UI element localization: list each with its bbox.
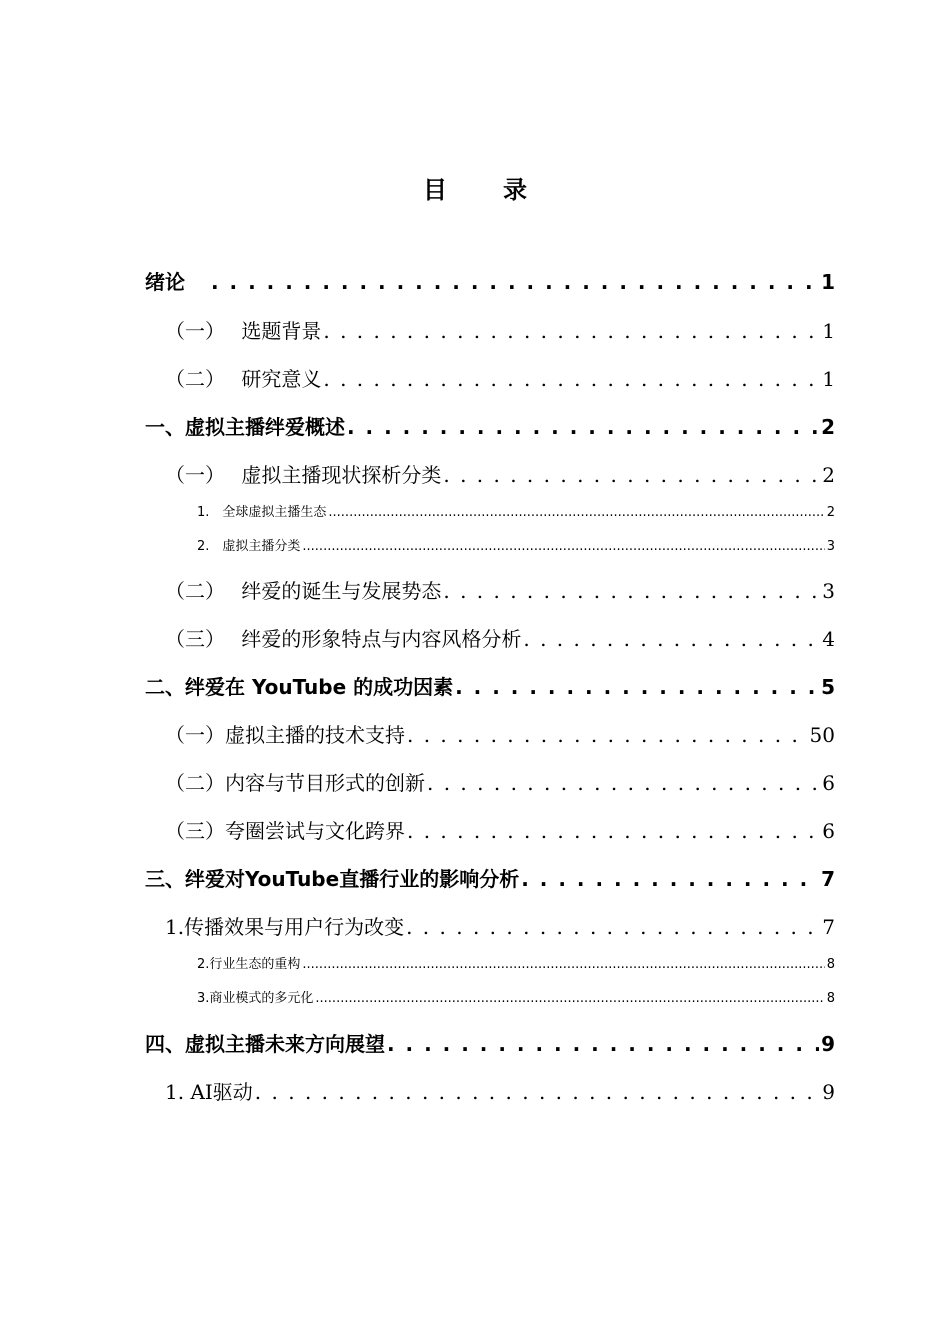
toc-leader xyxy=(323,319,820,343)
toc-entry-label: （三） 绊爱的形象特点与内容风格分析 xyxy=(165,627,522,651)
toc-entry[interactable] xyxy=(165,623,835,652)
toc-page-number: 1 xyxy=(821,270,835,294)
toc-entry[interactable] xyxy=(165,459,835,488)
toc-entry-label: （一） 虚拟主播现状探析分类 xyxy=(165,463,442,487)
toc-leader xyxy=(255,1080,820,1104)
toc-leader xyxy=(323,367,820,391)
toc-entry-label: 三、绊爱对YouTube直播行业的影响分析 xyxy=(145,867,520,891)
toc-entry-label: 1. 全球虚拟主播生态 xyxy=(197,505,327,520)
toc-page-number: 7 xyxy=(822,915,835,939)
toc-entry[interactable] xyxy=(145,863,835,892)
toc-entry-label: 3.商业模式的多元化 xyxy=(197,991,314,1006)
toc-leader xyxy=(407,723,808,747)
toc-page-number: 9 xyxy=(822,1080,835,1104)
toc-leader xyxy=(443,579,820,603)
toc-entry[interactable] xyxy=(145,411,835,440)
toc-entry[interactable] xyxy=(165,767,835,796)
toc-page-number: 8 xyxy=(826,957,835,972)
toc-entry[interactable] xyxy=(197,501,835,520)
toc-entry-label: 绪论 xyxy=(145,270,185,294)
toc-entry[interactable] xyxy=(165,719,835,748)
toc-page-number: 6 xyxy=(822,771,835,795)
toc-leader xyxy=(302,539,824,554)
toc-entry[interactable] xyxy=(165,363,835,392)
toc-leader xyxy=(427,771,820,795)
toc-entry[interactable] xyxy=(197,535,835,554)
toc-title xyxy=(0,170,950,205)
toc-entry[interactable] xyxy=(165,911,835,940)
toc-leader xyxy=(302,957,824,972)
toc-entry-label: （二） 绊爱的诞生与发展势态 xyxy=(165,579,442,603)
toc-entry-label: （二）内容与节目形式的创新 xyxy=(165,771,425,795)
toc-entry[interactable] xyxy=(165,1076,835,1105)
toc-entry-label: （二） 研究意义 xyxy=(165,367,322,391)
toc-entry-label: 一、虚拟主播绊爱概述 xyxy=(145,415,345,439)
toc-leader xyxy=(328,505,824,520)
toc-page-number: 1 xyxy=(822,319,835,343)
toc-leader xyxy=(406,915,820,939)
toc-leader xyxy=(387,1032,819,1056)
toc-page-number: 3 xyxy=(822,579,835,603)
toc-page-number: 2 xyxy=(821,415,835,439)
toc-entry[interactable] xyxy=(197,987,835,1006)
toc-page-number: 2 xyxy=(822,463,835,487)
toc-entry[interactable] xyxy=(145,1028,835,1057)
toc-entry[interactable] xyxy=(197,953,835,972)
toc-entry-label: （一） 选题背景 xyxy=(165,319,322,343)
toc-entry-label: （三）夸圈尝试与文化跨界 xyxy=(165,819,405,843)
toc-page-number: 7 xyxy=(821,867,835,891)
toc-page-number: 50 xyxy=(809,723,835,747)
toc-leader xyxy=(443,463,820,487)
toc-entry[interactable] xyxy=(165,815,835,844)
toc-leader xyxy=(347,415,819,439)
toc-entry[interactable] xyxy=(165,575,835,604)
toc-entry[interactable] xyxy=(145,671,835,700)
toc-leader xyxy=(455,675,819,699)
toc-entry-label: 1.传播效果与用户行为改变 xyxy=(165,915,405,939)
toc-entry[interactable] xyxy=(145,266,835,295)
toc-leader xyxy=(315,991,824,1006)
toc-page-number: 3 xyxy=(826,539,835,554)
toc-page-number: 1 xyxy=(822,367,835,391)
toc-leader xyxy=(521,867,819,891)
toc-page-number: 8 xyxy=(826,991,835,1006)
toc-entry-label: （一）虚拟主播的技术支持 xyxy=(165,723,405,747)
toc-page-number: 6 xyxy=(822,819,835,843)
toc-entry-label: 2. 虚拟主播分类 xyxy=(197,539,301,554)
toc-leader xyxy=(407,819,820,843)
toc-page-number: 9 xyxy=(821,1032,835,1056)
toc-page-number: 2 xyxy=(826,505,835,520)
toc-entry-label: 二、绊爱在 YouTube 的成功因素 xyxy=(145,675,454,699)
toc-entry[interactable] xyxy=(165,315,835,344)
toc-entry-label: 四、虚拟主播未来方向展望 xyxy=(145,1032,385,1056)
toc-title-part1: 目 xyxy=(423,176,447,204)
toc-leader xyxy=(523,627,820,651)
toc-leader xyxy=(211,270,819,294)
toc-entry-label: 2.行业生态的重构 xyxy=(197,957,301,972)
toc-title-part2: 录 xyxy=(503,176,527,204)
toc-page-number: 4 xyxy=(822,627,835,651)
toc-page-number: 5 xyxy=(821,675,835,699)
toc-entry-label: 1. AI驱动 xyxy=(165,1080,253,1104)
